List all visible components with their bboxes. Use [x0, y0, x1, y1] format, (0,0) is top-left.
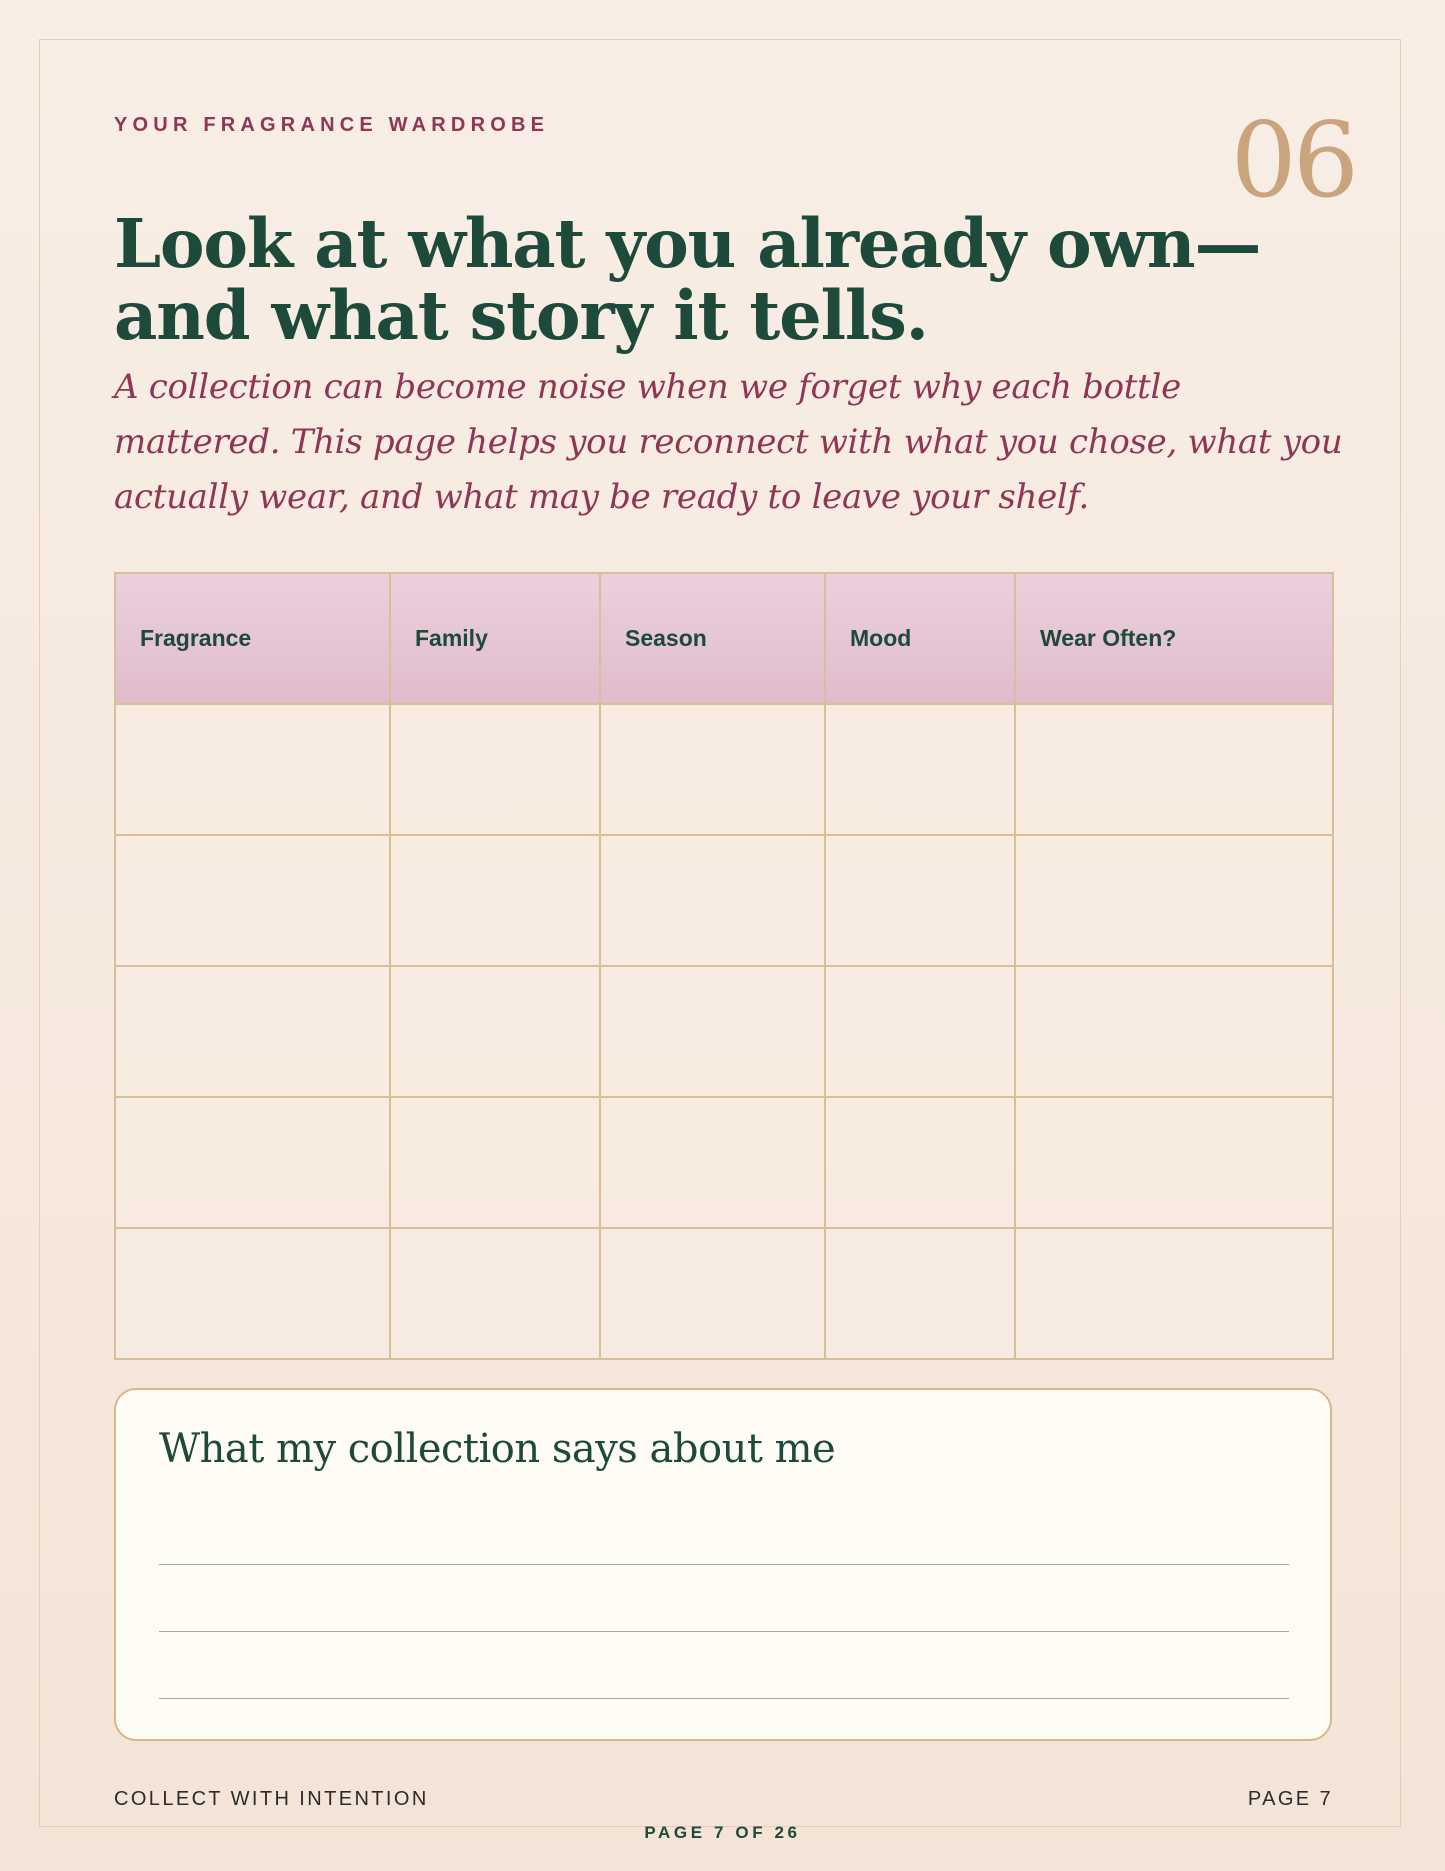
- fragrance-inventory-table: [114, 572, 1334, 1360]
- page-title: [114, 204, 1354, 355]
- page-count: PAGE 7 OF 26: [644, 1823, 801, 1842]
- title-line-2: and what story it tells.: [114, 276, 928, 355]
- family-cell[interactable]: [390, 1097, 600, 1228]
- fragrance-cell[interactable]: [115, 1228, 390, 1359]
- writing-line[interactable]: [159, 1698, 1289, 1699]
- chapter-number: 06: [1230, 99, 1355, 221]
- section-eyebrow: YOUR FRAGRANCE WARDROBE: [114, 114, 550, 136]
- family-cell[interactable]: [390, 704, 600, 835]
- fragrance-cell[interactable]: [115, 966, 390, 1097]
- mood-cell[interactable]: [825, 835, 1015, 966]
- column-header-mood: Mood: [825, 573, 1015, 704]
- title-line-1: Look at what you already own—: [114, 204, 1261, 283]
- column-header-fragrance: Fragrance: [115, 573, 390, 704]
- wear-often-cell[interactable]: [1015, 835, 1333, 966]
- season-cell[interactable]: [600, 1228, 825, 1359]
- family-cell[interactable]: [390, 1228, 600, 1359]
- season-cell[interactable]: [600, 835, 825, 966]
- footer-tagline: COLLECT WITH INTENTION: [114, 1788, 429, 1810]
- table-row: [115, 966, 1333, 1097]
- column-header-wear-often: Wear Often?: [1015, 573, 1333, 704]
- mood-cell[interactable]: [825, 966, 1015, 1097]
- table-header-row: [115, 573, 1333, 704]
- table-row: [115, 1228, 1333, 1359]
- intro-text: A collection can become noise when we forget why each bottle mattered. This page helps you reconnect with what you chose, what you actually wear, and what may be ready to leave your shelf.: [114, 367, 1343, 517]
- mood-cell[interactable]: [825, 704, 1015, 835]
- mood-cell[interactable]: [825, 1097, 1015, 1228]
- season-cell[interactable]: [600, 704, 825, 835]
- footer-page-number: PAGE 7: [1247, 1788, 1333, 1810]
- table-row: [115, 1097, 1333, 1228]
- writing-line[interactable]: [159, 1631, 1289, 1632]
- table-row: [115, 835, 1333, 966]
- writing-line[interactable]: [159, 1564, 1289, 1565]
- wear-often-cell[interactable]: [1015, 966, 1333, 1097]
- wear-often-cell[interactable]: [1015, 1097, 1333, 1228]
- fragrance-cell[interactable]: [115, 1097, 390, 1228]
- reflection-title: What my collection says about me: [159, 1426, 836, 1472]
- wear-often-cell[interactable]: [1015, 704, 1333, 835]
- fragrance-cell[interactable]: [115, 704, 390, 835]
- season-cell[interactable]: [600, 1097, 825, 1228]
- table-row: [115, 704, 1333, 835]
- column-header-season: Season: [600, 573, 825, 704]
- mood-cell[interactable]: [825, 1228, 1015, 1359]
- reflection-card: [114, 1388, 1332, 1741]
- family-cell[interactable]: [390, 835, 600, 966]
- column-header-family: Family: [390, 573, 600, 704]
- fragrance-cell[interactable]: [115, 835, 390, 966]
- family-cell[interactable]: [390, 966, 600, 1097]
- wear-often-cell[interactable]: [1015, 1228, 1333, 1359]
- season-cell[interactable]: [600, 966, 825, 1097]
